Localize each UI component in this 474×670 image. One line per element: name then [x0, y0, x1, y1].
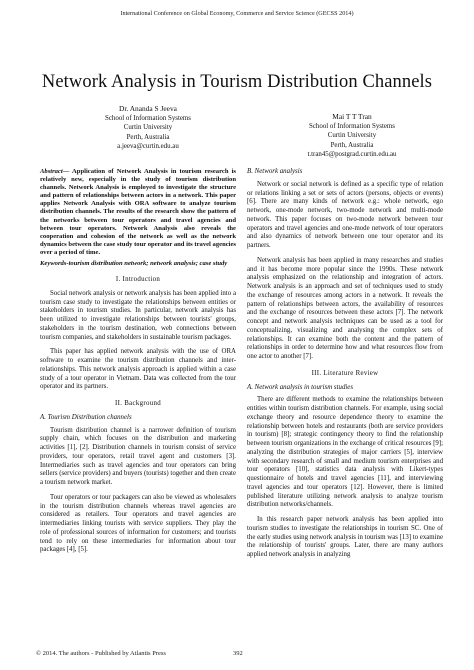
author-city: Perth, Australia	[330, 141, 374, 149]
author-university: Curtin University	[327, 132, 377, 140]
subsection-heading: B. Network analysis	[247, 168, 303, 175]
author-name: Mai T T Tran	[332, 112, 372, 121]
section-heading-introduction: I. Introduction	[115, 276, 161, 284]
subsection-heading: A. Tourism Distribution channels	[40, 413, 132, 421]
author-department: School of Information Systems	[309, 122, 395, 130]
paragraph: Tour operators or tour packagers can also be viewed as wholesalers in the tourism distribution channels whereas travel agencies are considered as retailers. Tour operators and travel agencies are intermediaries linking tourists with service suppliers. They play the role of professional sources of information for customers; and tourists tend to rely on these intermediaries for information about tour packages [4], [5].	[40, 493, 236, 554]
abstract-label: Abstract—	[40, 168, 70, 175]
left-column	[40, 168, 236, 561]
copyright-notice: © 2014. The authors - Published by Atlantis Press	[36, 650, 166, 657]
author-city: Perth, Australia	[126, 133, 170, 141]
author-university: Curtin University	[123, 124, 173, 132]
keywords: Keywords-tourism distribution network; network analysis; case study	[40, 260, 228, 268]
subsection-heading: A. Network analysis in tourism studies	[247, 383, 354, 391]
author-email: a.jeeva@curtin.edu.au	[117, 143, 179, 151]
paragraph: In this research paper network analysis has been applied into tourism studies to investigate the relationships in tourism SC. One of the early studies using network analysis in tourism was [13] to examine the relationship of tourists' groups. Later, there are many authors applied network analysis in analyzing	[247, 516, 443, 558]
abstract	[40, 168, 236, 257]
abstract-text: Application of Network Analysis in tourism research is relatively new, especially in the study of tourism distribution channels. Network Analysis is employed to investigate the structure and pattern of relationships between actors in a network. This paper applies Network Analysis with ORA software to analyze tourism distribution channels. The results of the research show the pattern of the networks between tour operators and travel agencies and between tour operators. Network Analysis also reveals the cooperation and cohesion of the network as well as the network dynamics between the case study tour operator and its travel agencies over a period of time.	[40, 168, 236, 256]
conference-header: International Conference on Global Economy, Commerce and Service Science (GECSS 2014)	[120, 10, 354, 17]
author-block-2	[262, 112, 442, 160]
paper-title: Network Analysis in Tourism Distribution Channels	[41, 72, 433, 92]
right-column	[247, 168, 443, 566]
author-email: t.tran45@postgrad.curtin.edu.au	[307, 151, 397, 159]
section-heading-background: II. Background	[115, 400, 161, 408]
paragraph: Network or social network is defined as a specific type of relation or relations linking a set or sets of actors (persons, objects or events) [6]. There are many kinds of network e.g.: whole network, ego network, one-mode network, two-mode network and multi-mode network. This paper focuses on two-mode network between tour operators and travel agencies and one-mode network of tour operators and also dynamics of network between one tour operator and its partners.	[247, 180, 443, 249]
author-block-1	[48, 104, 248, 152]
paragraph: Network analysis has been applied in many researches and studies and it has become more popular since the 1990s. These network analysis emphasized on the relationship and integration of actors. Network analysis is an approach and set of techniques used to study the exchange of resources among actors in a network. It reveals the pattern of relationships between actors, the availability of resources and the exchange of resources between these actors [7]. The network concept and network analysis techniques can be used as a tool for conceptualizing, visualizing and analysing the complex sets of relationships. It can examine both the content and the pattern of relationships in order to determine how and what resources flow from one actor to another [7].	[247, 256, 443, 360]
author-department: School of Information Systems	[105, 114, 191, 122]
author-name: Dr. Ananda S Jeeva	[119, 104, 177, 113]
paragraph: There are different methods to examine the relationships between entities within tourism distribution channels. For example, using social exchange theory and resource dependence theory to examine the relationship between hotels and restaurants (both are service providers in tourism) [8]; strategic contingency theory to find the relationship between tourism organizations in the exchange of critical resources [9]; analyzing the distribution strategies of major carriers [5], interview with secondary research of small and medium tourism enterprises and tour operators [10], statistics data analysis with Likert-types questionnaire of hotels and travel agencies [11], and interviewing travel agencies and tour operators [12]. However, there is limited published literature utilizing network analysis to analyze tourism distribution networks/channels.	[247, 396, 443, 509]
paragraph: Tourism distribution channel is a narrower definition of tourism supply chain, which focuses on the distribution and marketing activities [1], [2]. Distribution channels in tourism consist of service providers, tour operators, retail travel agent and customers [3]. Intermediaries such as travel agencies and tour operators can bring sellers (service providers) and buyers (tourists) together and then create a tourism network market.	[40, 426, 236, 487]
section-heading-literature-review: III. Literature Review	[311, 369, 379, 377]
paragraph: Social network analysis or network analysis has been applied into a tourism case study to investigate the relationships between entities or stakeholders in tourism studies. In particular, network analysis has been utilized to investigate relationships between tourists' groups, stakeholders in the tourism destination, web connections between tourism companies, and stakeholders in sustainable tourism packages.	[40, 289, 236, 341]
paragraph: This paper has applied network analysis with the use of ORA software to examine the tourism distribution channels and inter-relationships. This network analysis approach is applied within a case study of a tour operator in Vietnam. Data was collected from the tour operator and its partners.	[40, 348, 236, 391]
page-number: 392	[233, 650, 243, 657]
